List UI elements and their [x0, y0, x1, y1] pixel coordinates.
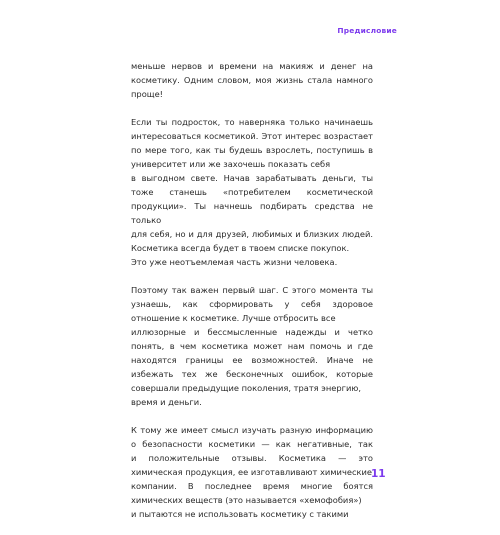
- text-line: о безопасности косметики — как негативные, так: [131, 439, 373, 449]
- text-line: и пытаются не использовать косметику с такими: [131, 509, 349, 519]
- text-line: в выгодном свете. Начав зарабатывать деньги, ты: [131, 173, 373, 183]
- text-line: иллюзорные и бессмысленные надежды и четко: [131, 327, 373, 337]
- text-line: интересоваться косметикой. Этот интерес возрастает по мере того, как ты будешь взрослеть, поступишь в университет или же захочешь показать себя: [131, 131, 373, 169]
- text-line: Это уже неотъемлемая часть жизни человека.: [131, 257, 338, 267]
- text-line: К тому же имеет смысл изучать разную информацию: [131, 425, 373, 435]
- paragraph: [131, 283, 373, 409]
- page-number: 11: [371, 468, 386, 480]
- text-line: компании. В последнее время многие боятся химических веществ (это называется «хемофобия»): [131, 481, 373, 505]
- text-line: меньше нервов и времени на макияж и денег на: [131, 61, 373, 71]
- text-line: и положительные отзывы. Косметика — это химическая продукция, ее изготавливают химические: [131, 453, 373, 477]
- text-body: [131, 59, 373, 535]
- text-line: Если ты подросток, то наверняка только начинаешь: [131, 117, 373, 127]
- text-line: Поэтому так важен первый шаг. С этого момента ты узнаешь, как сформировать у себя здоровое отношение к косметике. Лучше отбросить все: [131, 285, 373, 323]
- paragraph: [131, 115, 373, 269]
- text-line: проще!: [131, 89, 164, 99]
- text-line: тоже станешь «потребителем косметической продукции». Ты начнешь подбирать средства не только: [131, 187, 373, 225]
- text-line: для себя, но и для друзей, любимых и близких людей. Косметика всегда будет в твоем списке покупок.: [131, 229, 373, 253]
- text-line: находятся границы ее возможностей. Иначе не: [131, 355, 373, 365]
- paragraph: [131, 423, 373, 521]
- running-header: Предисловие: [337, 26, 397, 35]
- text-line: избежать тех же бесконечных ошибок, которые совершали предыдущие поколения, тратя энергию,: [131, 369, 373, 393]
- text-line: косметику. Одним словом, моя жизнь стала намного: [131, 75, 373, 85]
- text-line: время и деньги.: [131, 397, 202, 407]
- text-line: понять, в чем косметика может нам помочь и где: [131, 341, 373, 351]
- paragraph: [131, 59, 373, 101]
